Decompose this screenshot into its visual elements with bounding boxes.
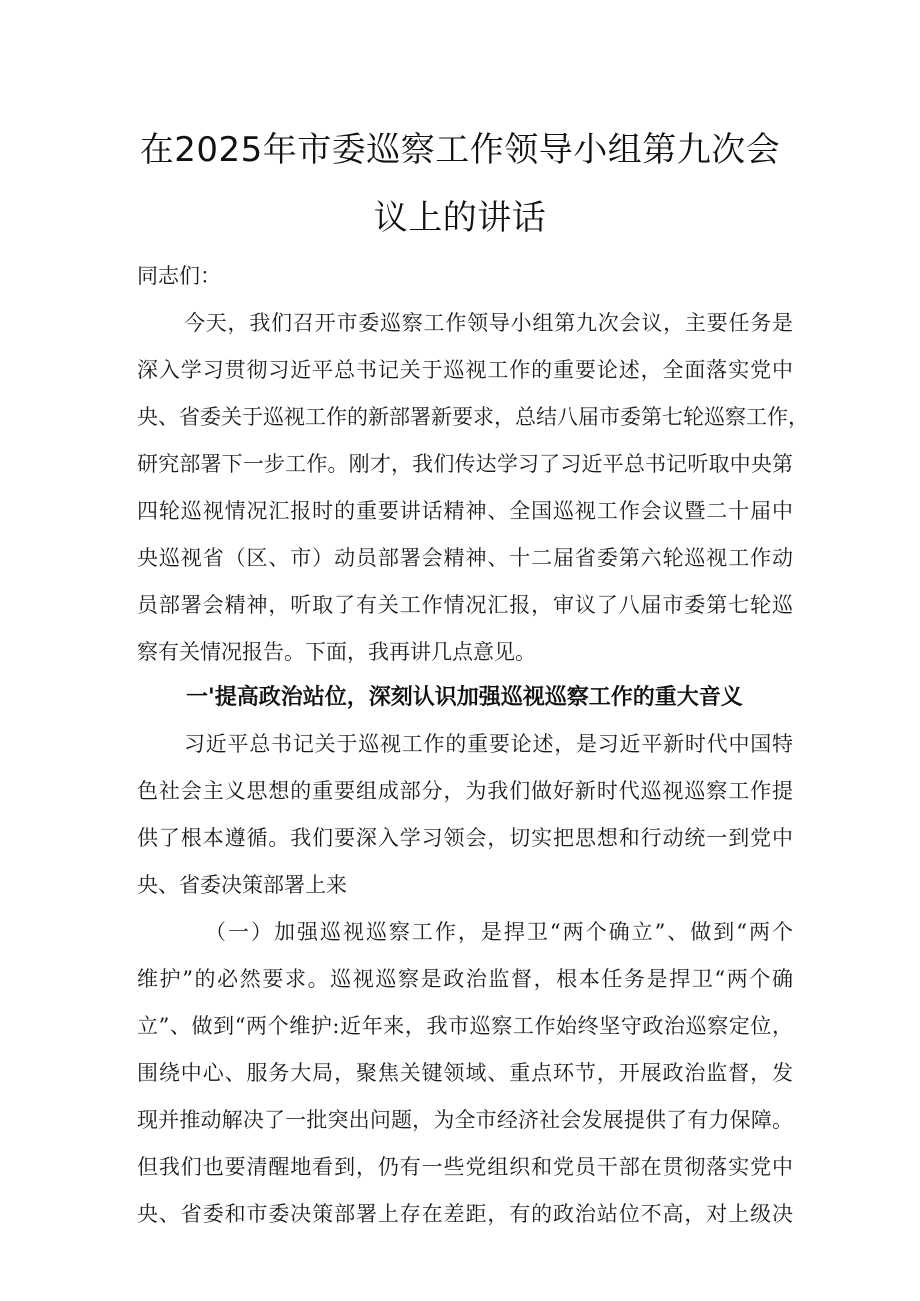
paragraph-3-line: 立”、做到“两个维护:近年来，我市巡察工作始终坚守政治巡察定位， [137,1014,793,1038]
paragraph-3-line: 但我们也要清醒地看到，仍有一些党组织和党员干部在贯彻落实党中 [137,1155,793,1179]
paragraph-1-line: 今天，我们召开市委巡察工作领导小组第九次会议，主要任务是 [184,311,793,335]
paragraph-3-line: 围绕中心、服务大局，聚焦关键领域、重点环节，开展政治监督，发 [137,1061,793,1085]
paragraph-1-line: 央、省委关于巡视工作的新部署新要求，总结八届市委第七轮巡察工作， [137,405,809,429]
salutation: 同志们： [137,264,221,288]
paragraph-3-line: 现并推动解决了一批突出问题，为全市经济社会发展提供了有力保障。 [137,1108,793,1132]
document-title-line-1: 在2025年市委巡察工作领导小组第九次会 [139,130,781,170]
paragraph-1-line: 员部署会精神，听取了有关工作情况汇报，审议了八届市委第七轮巡 [137,593,793,617]
document-title-line-2: 议上的讲话 [373,198,547,238]
paragraph-2-line: 供了根本遵循。我们要深入学习领会，切实把思想和行动统一到党中 [137,826,793,850]
paragraph-1-line: 研究部署下一步工作。刚才，我们传达学习了习近平总书记听取中央第 [137,452,793,476]
paragraph-1-line: 四轮巡视情况汇报时的重要讲话精神、全国巡视工作会议暨二十届中 [137,499,793,523]
section-heading-1: 一'提高政治站位，深刻认识加强巡视巡察工作的重大音义 [186,685,743,710]
paragraph-3-line: 央、省委和市委决策部署上存在差距，有的政治站位不高，对上级决 [137,1202,793,1226]
paragraph-3-line: 维护”的必然要求。巡视巡察是政治监督，根本任务是捍卫“两个确 [137,967,793,991]
paragraph-3-line: （一）加强巡视巡察工作，是捍卫“两个确立”、做到“两个 [205,920,793,944]
paragraph-2-line: 习近平总书记关于巡视工作的重要论述，是习近平新时代中国特 [184,732,793,756]
paragraph-1-line: 深入学习贯彻习近平总书记关于巡视工作的重要论述，全面落实党中 [137,358,793,382]
paragraph-2-line: 色社会主义思想的重要组成部分，为我们做好新时代巡视巡察工作提 [137,779,793,803]
paragraph-2-line: 央、省委决策部署上来 [137,873,347,897]
paragraph-1-line: 央巡视省（区、市）动员部署会精神、十二届省委第六轮巡视工作动 [137,546,793,570]
paragraph-1-line: 察有关情况报告。下面，我再讲几点意见。 [137,640,536,664]
